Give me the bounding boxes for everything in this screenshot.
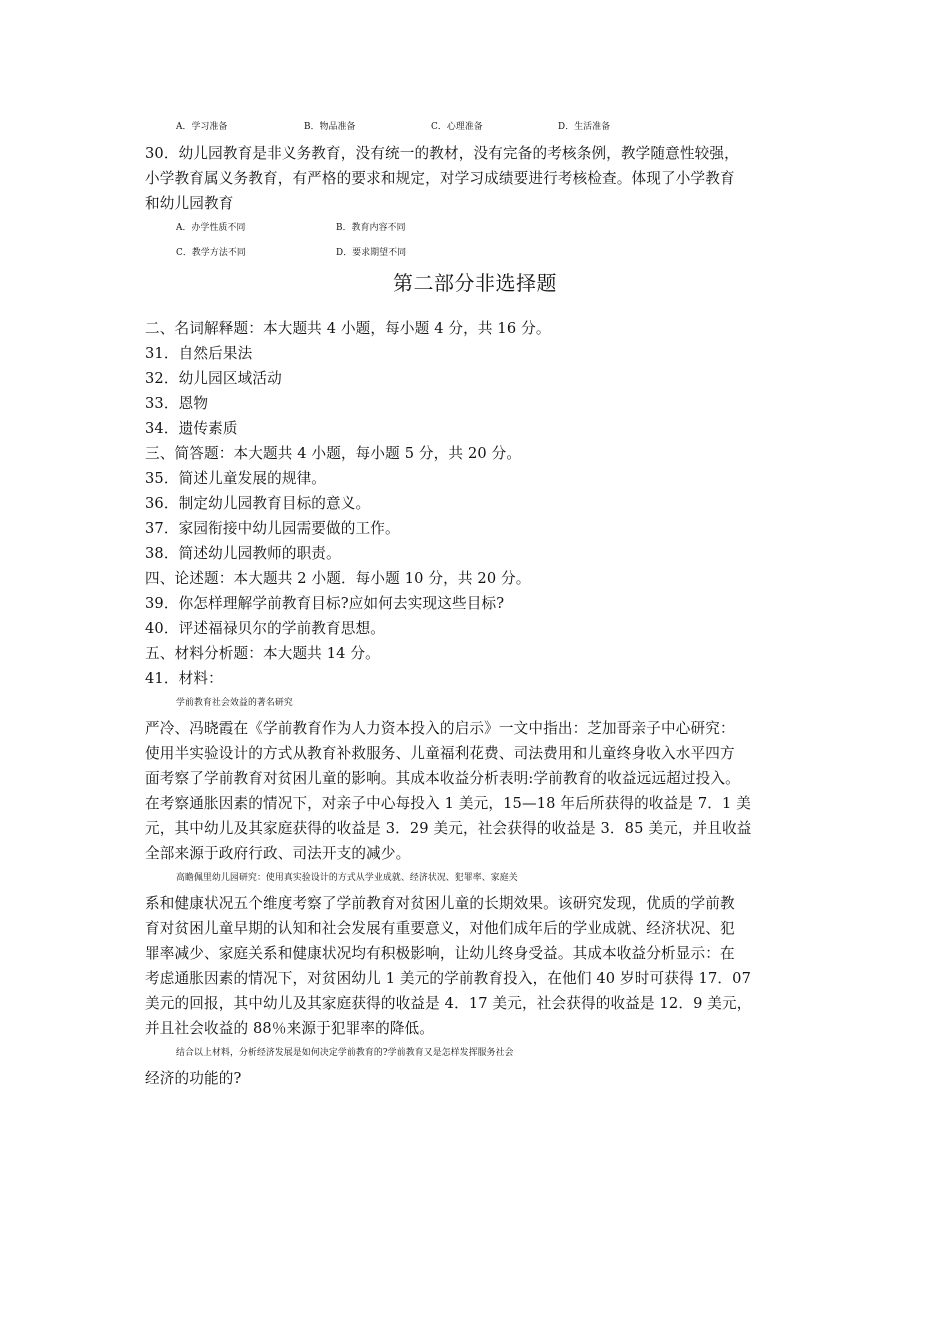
question-41: 41．材料： [145,670,223,687]
material-question-line: 结合以上材料，分析经济发展是如何决定学前教育的?学前教育又是怎样发挥服务社会 [176,1048,514,1058]
section5-heading: 五、材料分析题：本大题共 14 分。 [145,645,380,662]
q29-option-d: D．生活准备 [558,122,611,132]
material-question-line: 经济的功能的? [145,1070,242,1087]
material-para1-line: 面考察了学前教育对贫困儿童的影响。其成本收益分析表明:学前教育的收益远远超过投入。 [145,770,740,787]
question-36: 36．制定幼儿园教育目标的意义。 [145,495,371,512]
question-31: 31．自然后果法 [145,345,253,362]
q30-option-d: D．要求期望不同 [336,248,407,258]
question-33: 33．恩物 [145,395,209,412]
material-para2-line: 育对贫困儿童早期的认知和社会发展有重要意义，对他们成年后的学业成就、经济状况、犯 [145,920,735,937]
q30-option-b: B．教育内容不同 [336,223,406,233]
question-32: 32．幼儿园区域活动 [145,370,282,387]
q30-option-c: C．教学方法不同 [176,248,246,258]
q29-option-a: A．学习准备 [176,122,228,132]
q30-text-line-3: 和幼儿园教育 [145,195,234,212]
q30-option-a: A．办学性质不同 [176,223,246,233]
q30-text-line-2: 小学教育属义务教育，有严格的要求和规定，对学习成绩要进行考核检查。体现了小学教育 [145,170,735,187]
material-para2-line: 考虑通胀因素的情况下，对贫困幼儿 1 美元的学前教育投入，在他们 40 岁时可获得 17．07 [145,970,752,987]
question-40: 40．评述福禄贝尔的学前教育思想。 [145,620,386,637]
part2-title: 第二部分非选择题 [393,271,557,295]
q29-options [176,115,846,140]
section2-heading: 二、名词解释题：本大题共 4 小题，每小题 4 分，共 16 分。 [145,320,551,337]
question-34: 34．遗传素质 [145,420,238,437]
question-37: 37．家园衔接中幼儿园需要做的工作。 [145,520,400,537]
q29-option-c: C．心理准备 [431,122,483,132]
material-para1-line: 全部来源于政府行政、司法开支的减少。 [145,845,411,862]
material-para2-line: 罪率减少、家庭关系和健康状况均有积极影响，让幼儿终身受益。其成本收益分析显示：在 [145,945,735,962]
q30-options-row-2 [176,241,846,266]
material-para2-line: 美元的回报，其中幼儿及其家庭获得的收益是 4．17 美元，社会获得的收益是 12．9 美元， [145,995,752,1012]
q30-text-line-1: 30．幼儿园教育是非义务教育，没有统一的教材，没有完备的考核条例，教学随意性较强， [145,145,739,162]
question-35: 35．简述儿童发展的规律。 [145,470,327,487]
q29-option-b: B．物品准备 [304,122,356,132]
q30-options-row-1 [176,216,846,241]
section4-heading: 四、论述题：本大题共 2 小题．每小题 10 分，共 20 分。 [145,570,531,587]
question-38: 38．简述幼儿园教师的职责。 [145,545,341,562]
material-para2-line: 系和健康状况五个维度考察了学前教育对贫困儿童的长期效果。该研究发现，优质的学前教 [145,895,735,912]
material-para1-line: 在考察通胀因素的情况下，对亲子中心每投入 1 美元，15—18 年后所获得的收益是 7．1 美 [145,795,752,812]
material-para1-line: 严冷、冯晓霞在《学前教育作为人力资本投入的启示》一文中指出：芝加哥亲子中心研究： [145,720,735,737]
material-title: 学前教育社会效益的著名研究 [176,698,293,708]
material-para2-line: 高瞻佩里幼儿园研究：使用真实验设计的方式从学业成就、经济状况、犯罪率、家庭关 [176,873,518,883]
material-para1-line: 使用半实验设计的方式从教育补救服务、儿童福利花费、司法费用和儿童终身收入水平四方 [145,745,735,762]
material-para2-line: 并且社会收益的 88％来源于犯罪率的降低。 [145,1020,435,1037]
section3-heading: 三、简答题：本大题共 4 小题，每小题 5 分，共 20 分。 [145,445,522,462]
question-39: 39．你怎样理解学前教育目标?应如何去实现这些目标? [145,595,505,612]
material-para1-line: 元，其中幼儿及其家庭获得的收益是 3．29 美元，社会获得的收益是 3．85 美元，并且收益 [145,820,752,837]
